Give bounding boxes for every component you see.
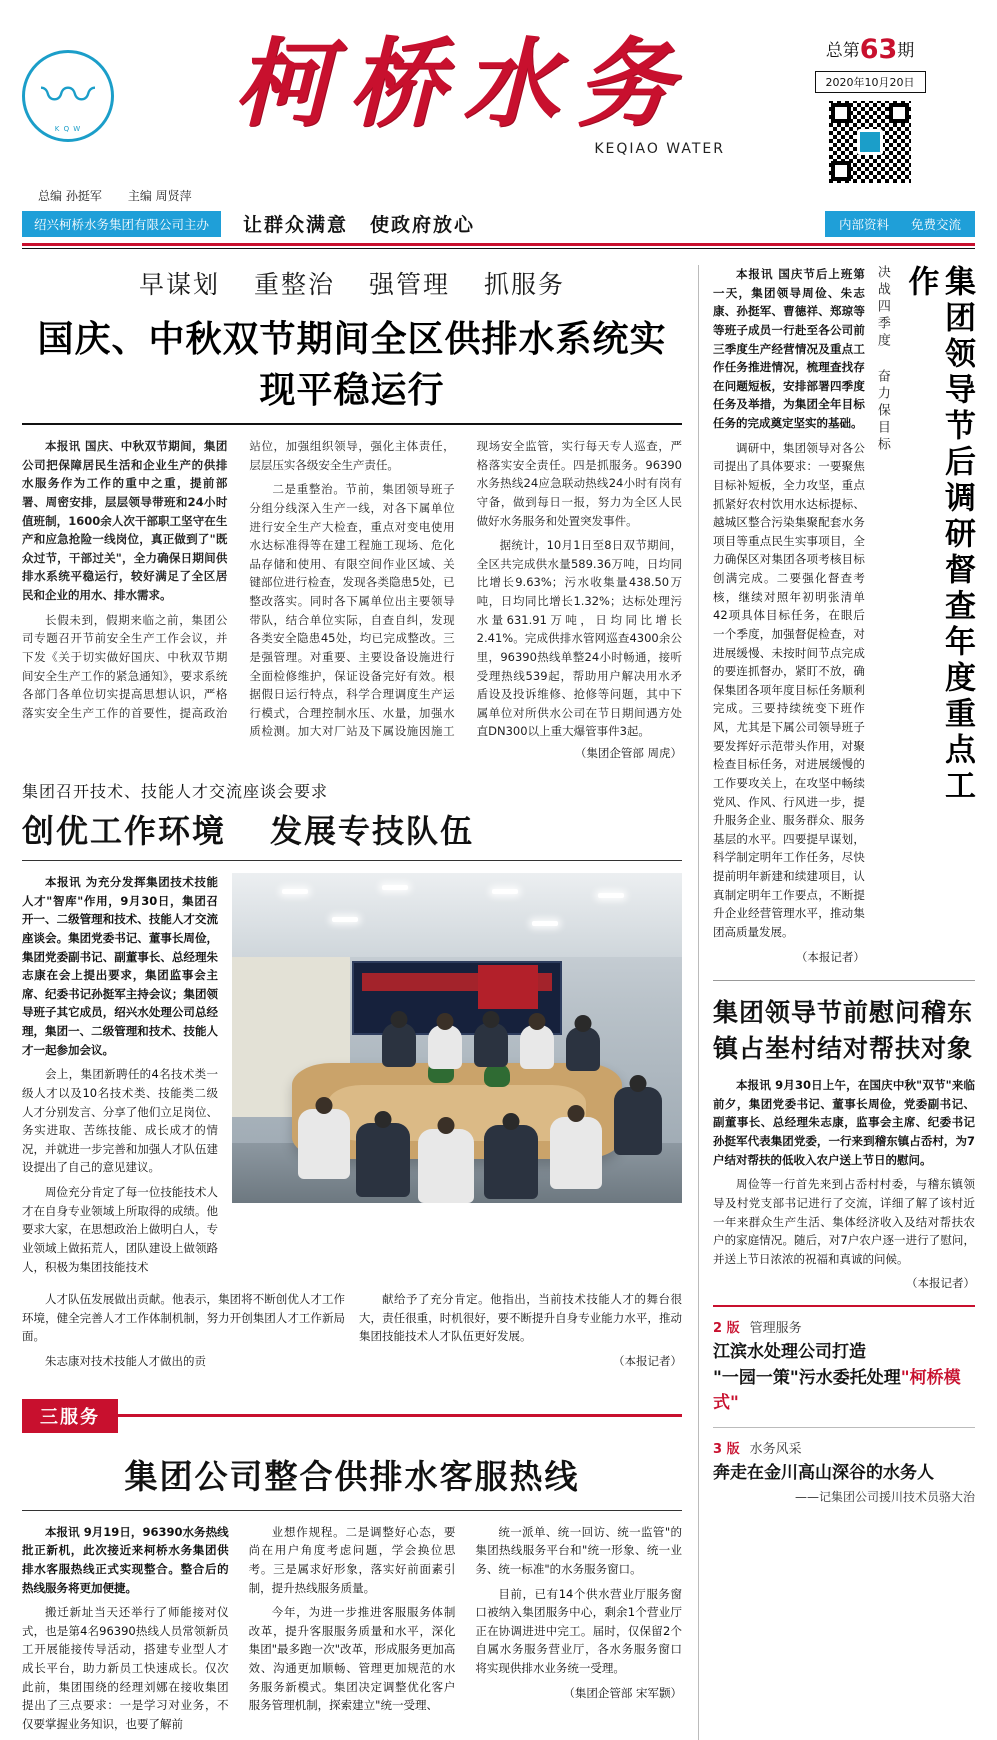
right-feature-kicker: 决战四季度 奋力保目标	[874, 265, 890, 454]
right-column	[698, 265, 975, 1740]
index-page-number: 2 版	[713, 1321, 740, 1336]
lead-kicker-4: 抓服务	[484, 270, 566, 299]
article3-paragraph: 本报讯 9月19日，96390水务热线批正新机，此次接近来柯桥水务集团供排水客服热线正式实现整合。整合后的热线服务将更加便捷。	[22, 1524, 229, 1595]
index-title[interactable]	[713, 1340, 975, 1417]
title-wrap	[142, 27, 765, 157]
index-rule	[713, 1305, 975, 1307]
section-tag-label: 三服务	[22, 1399, 118, 1433]
lead-rule	[22, 423, 682, 425]
water-drop-icon: 〰	[41, 64, 95, 127]
page-title-en: KEQIAO WATER	[594, 140, 725, 157]
company-logo	[22, 50, 114, 142]
right-feature-body	[713, 265, 865, 966]
right-feature	[713, 265, 975, 966]
index-subtitle: ——记集团公司援川技术员骆大治	[794, 1490, 975, 1504]
article3-rule	[22, 1510, 682, 1511]
left-column	[22, 265, 682, 1740]
right-feature-paragraph: 本报讯 国庆节后上班第一天，集团领导周俭、朱志康、孙挺军、曹德祥、郑琼等等班子成员一行赴至各公司前三季度生产经营情况及重点工作任务推进情况，梳理查找存在问题短板，安排部署四季度任务及举措，为集团全年目标任务的完成奠定坚实的基础。	[713, 267, 865, 430]
masthead-meta	[765, 34, 975, 183]
index-title-line1: 江滨水处理公司打造	[713, 1342, 866, 1362]
article3-paragraph: 业想作规程。二是调整好心态，要尚在用户角度考虑问题，学会换位思考。三是属求好形象，落实好前面素引制，提升热线服务质量。	[248, 1524, 456, 1595]
issue-date: 2020年10月20日	[815, 71, 926, 93]
article2-foot-paragraph: 人才队伍发展做出贡献。他表示，集团将不断创优人才工作环境，健全完善人才工作体制机制，努力开创集团人才工作新局面。	[22, 1292, 345, 1344]
article2-paragraph: 会上，集团新聘任的4名技术类一级人才以及10名技术类、技能类二级人才分别发言、分享了他们立足岗位、务实进取、苦练技能、成长成才的情况，并就进一步完善和加强人才队伍建设提出了自己的意见建议。	[22, 1067, 218, 1175]
issue-number: 63	[859, 34, 898, 65]
masthead-rule-thin	[22, 248, 975, 249]
logo-subtext: K Q W	[54, 125, 82, 133]
index-title-line2-plain: "一园一策"污水委托处理	[713, 1367, 901, 1388]
article2-headline-part2: 发展专技队伍	[270, 812, 475, 850]
article3-paragraph: 目前，已有14个供水营业厅服务窗口被纳入集团服务中心，剩余1个营业厅正在协调进进中完工。届时，仅保留2个自属水务服务营业厅，各水务服务窗口将实现供排水业务统一受理。	[475, 1586, 683, 1675]
right-feature-signature: （本报记者）	[795, 949, 865, 964]
section-tag-rule	[118, 1414, 682, 1417]
index-entry-meta	[713, 1438, 975, 1457]
index-title-line2-highlight: "柯桥模式"	[713, 1367, 961, 1413]
editor-main: 主编 周贤萍	[127, 189, 192, 203]
article2-headline-part1: 创优工作环境	[22, 812, 227, 850]
index-divider	[713, 1427, 975, 1428]
index-entry[interactable]	[713, 1438, 975, 1506]
article2-foot-paragraph: 献给予了充分肯定。他指出，当前技术技能人才的舞台很大，责任很重，时机很好，要不断提升自身专业能力水平，推动集团技能技术人才队伍更好发展。	[359, 1292, 682, 1344]
article3-col-3	[475, 1523, 682, 1740]
slogan-2: 使政府放心	[370, 214, 476, 236]
lead-kicker-2: 重整治	[253, 270, 335, 299]
article2-headline	[22, 806, 682, 852]
page-title: 柯桥水务	[234, 27, 691, 140]
lead-paragraph: 长假未到，假期来临之前，集团公司专题召开节前安全生产工作会议，并下发《关于切实做好国庆、中秋双节期间安全生产工作的紧急通知》，要求系统各部门各单位切实提高思想认识，严格落实安全生产工作的首要性，提高政治站位，加强组织领导，强化主体责任，层层压实各级安全生产责任。	[22, 439, 455, 720]
lead-kicker	[22, 265, 682, 301]
section-tag	[22, 1399, 682, 1433]
article2-paragraph: 本报讯 为充分发挥集团技术技能人才"智库"作用，9月30日，集团召开一、二级管理和技术、技能人才交流座谈会。集团党委书记、董事长周俭，集团党委副书记、副董事长、总经理朱志康在会上提出要求，集团监事会主席、纪委书记孙挺军主持会议；集团领导班子其它成员，绍兴水处理公司总经理，集团一、二级管理和技术、技能人才一起参加会议。	[22, 875, 218, 1057]
index-title[interactable]: 奔走在金川高山深谷的水务人	[713, 1462, 934, 1483]
logo-wrap	[22, 34, 142, 142]
lead-paragraph: 据统计，10月1日至8日双节期间，全区共完成供水量589.36万吨，日均同比增长9.63%；污水收集量438.50万吨，日均同比增长1.32%；达标处理污水量631.91万吨，日均同比增长2.41%。完成供排水管网巡查4300余公里，96390热线单整24小时畅通，接听受理热线539起，帮助用户解决用水矛盾设及投诉维修、抢修等问题，其中下属单位对所供水公司在节日期间遇方处直DN300以上重大爆管事件3起。	[476, 538, 682, 739]
lead-headline: 国庆、中秋双节期间全区供排水系统实现平稳运行	[37, 319, 667, 411]
internal-badge-text-2: 免费交流	[910, 216, 961, 232]
article2-body	[22, 873, 682, 1282]
right-article2-signature: （本报记者）	[906, 1276, 975, 1291]
masthead	[22, 0, 975, 183]
right-feature-headline: 集团领导节后调研督查年度重点工作	[902, 265, 975, 805]
issue-prefix: 总第	[825, 41, 860, 61]
article2-kicker: 集团召开技术、技能人才交流座谈会要求	[22, 782, 329, 801]
article3-col-2	[249, 1523, 456, 1740]
article2-paragraph: 周俭充分肯定了每一位技能技术人才在自身专业领域上所取得的成绩。他要求大家，在思想政治上做明白人，专业领域上做拓荒人，团队建设上做领路人，积极为集团技能技术	[22, 1185, 218, 1274]
issue-suffix: 期	[897, 41, 915, 61]
index-page-number: 3 版	[713, 1441, 740, 1457]
right-article2-body	[713, 1076, 975, 1293]
right-article2-headline: 集团领导节前慰问稽东镇占峚村结对帮扶对象	[713, 998, 974, 1063]
lead-signature: （集团企管部 周虎）	[574, 746, 682, 760]
article2-text-column	[22, 873, 218, 1282]
masthead-rule-red	[22, 243, 975, 246]
lead-paragraph: 二是重整治。节前，集团领导班子分组分线深入生产一线，对各下属单位进行安全生产大检查，重点对变电使用水达标准得等在建工程施工现场、危化品存储和使用、有限空间作业区域、关键部位进行检查，发现各类隐患5处，已整改落实。同时各下属单位出主要领导带队，结合单位实际，自查自纠，发现各类安全隐患45处，均已完成整改。三是强管理。对重要、主要设备设施进行全面检修维护，保证设备完好有效。根据假日运行特点，科学合理调度生产运行模式，合理控制水压、水量，加强水质检测。加大对厂站及下属设施因施工现场安全监管，实行每天专人巡查，严格落实安全责任。四是抓服务。96390水务热线24应急联动热线24小时有岗有守备，做到每日一报，努力为全区人民做好水务服务和处置突发事件。	[249, 439, 682, 739]
article3-paragraph: 今年，为进一步推进客服服务体制改革，提升客服服务质量和水平，深化集团"最多跑一次"改革，形成服务更加高效、沟通更加顺畅、管理更加规范的水务服务新模式。集团决定调整优化客户服务管理机制，探索建立"统一受理、	[248, 1605, 456, 1713]
right-article2-paragraph: 本报讯 9月30日上午，在国庆中秋"双节"来临前夕，集团党委书记、董事长周俭，党委副书记、副董事长、总经理朱志康，监事会主席、纪委书记孙挺军代表集团党委，一行来到稽东镇占岙村，为7户结对帮扶的低收入农户送上节日的慰问。	[713, 1078, 975, 1167]
right-article2-paragraph: 周俭等一行首先来到占岙村村委，与稽东镇领导及村党支部书记进行了交流，详细了解了该村近一年来群众生产生活、集体经济收入及结对帮扶农户的家庭情况。随后，对7户农户逐一进行了慰问，并送上节日浓浓的祝福和真诚的问候。	[713, 1177, 975, 1266]
editors-line	[22, 183, 975, 208]
index-category: 管理服务	[749, 1321, 802, 1336]
article2-foot-col-right	[359, 1290, 682, 1377]
issue-line	[765, 34, 975, 65]
lead-paragraph: 本报讯 国庆、中秋双节期间，集团公司把保障居民生活和企业生产的供排水服务作为工作的重中之重，提前部署、周密安排，层层领导带班和24小时值班制，1600余人次干部职工坚守在生产和应急抢险一线岗位，真正做到了"既众过节，干部过关"，全力确保日期间供排水系统平稳运行，较好满足了全区居民和企业的用水、排水需求。	[22, 439, 228, 602]
article3-paragraph: 统一派单、统一回访、统一监管"的集团热线服务平台和"统一形象、统一业务、统一标准"的水务服务窗口。	[475, 1524, 683, 1576]
sponsor-badge: 绍兴柯桥水务集团有限公司主办	[22, 211, 221, 237]
lead-kicker-3: 强管理	[369, 270, 451, 299]
article2-signature: （本报记者）	[613, 1354, 682, 1368]
qr-code-icon[interactable]	[829, 101, 911, 183]
article2-foot-col-left	[22, 1290, 345, 1377]
article3-headline: 集团公司整合供排水客服热线	[124, 1456, 580, 1496]
right-feature-paragraph: 调研中，集团领导对各公司提出了具体要求：一要聚焦目标补短板，全力攻坚，重点抓紧好农村饮用水达标提标、越城区整合污染集聚配套水务项目等重点民生实事项目，全力确保区对集团各项考核目标创满完成。二要强化督查考核，继续对照年初明张清单42项具体目标任务，在眼后一个季度，加强督促检查，对进展缓慢、未按时间节点完成的要连抓督办，紧盯不放，确保集团各项年度目标任务顺利完成。三要持续统变下班作风，尤其是下属公司领导班子要发挥好示范带头作用，对聚检查目标任务，对进展缓慢的工作要攻关上，在攻坚中畅续党风、作风、行风进一步，提升服务企业、服务群众、服务基层的水平。四要提早谋划，科学制定明年工作任务，尽快提前明年新建和续建项目，认真制定明年工作要点，不断提升企业经营管理水平，推动集团高质量发展。	[713, 440, 865, 939]
article3-body	[22, 1523, 682, 1740]
content-area	[22, 265, 975, 1740]
right-divider	[713, 980, 975, 981]
lead-body	[22, 437, 682, 741]
slogan-1: 让群众满意	[243, 214, 349, 236]
meeting-photo	[232, 873, 682, 1203]
index-entry-meta	[713, 1317, 975, 1336]
lead-kicker-1: 早谋划	[138, 270, 220, 299]
banner-row	[22, 210, 975, 237]
article3-signature: （集团企管部 宋军颢）	[563, 1685, 683, 1700]
article3-paragraph: 搬迁新址当天还举行了师能接对仪式，也是第4名96390热线人员常领新员工开展能接传导活动，搭建专业型人才成长平台，助力新员工快速成长。仅次此前，集团围绕的经理刘娜在接收集团提出了三点要求：一是学习对业务，不仅要掌握业务知识，也要了解前	[22, 1605, 229, 1731]
internal-badge	[825, 211, 975, 237]
editor-chief: 总编 孙挺军	[38, 189, 102, 203]
index-title-line2	[713, 1366, 975, 1417]
index-entry[interactable]	[713, 1317, 975, 1417]
internal-badge-text-1: 内部资料	[838, 216, 889, 232]
article3-col-1	[22, 1523, 229, 1740]
article2-footer-columns	[22, 1290, 682, 1377]
article2-rule	[22, 860, 682, 861]
article2-foot-paragraph: 朱志康对技术技能人才做出的贡	[45, 1354, 206, 1368]
index-category: 水务风采	[749, 1441, 802, 1457]
